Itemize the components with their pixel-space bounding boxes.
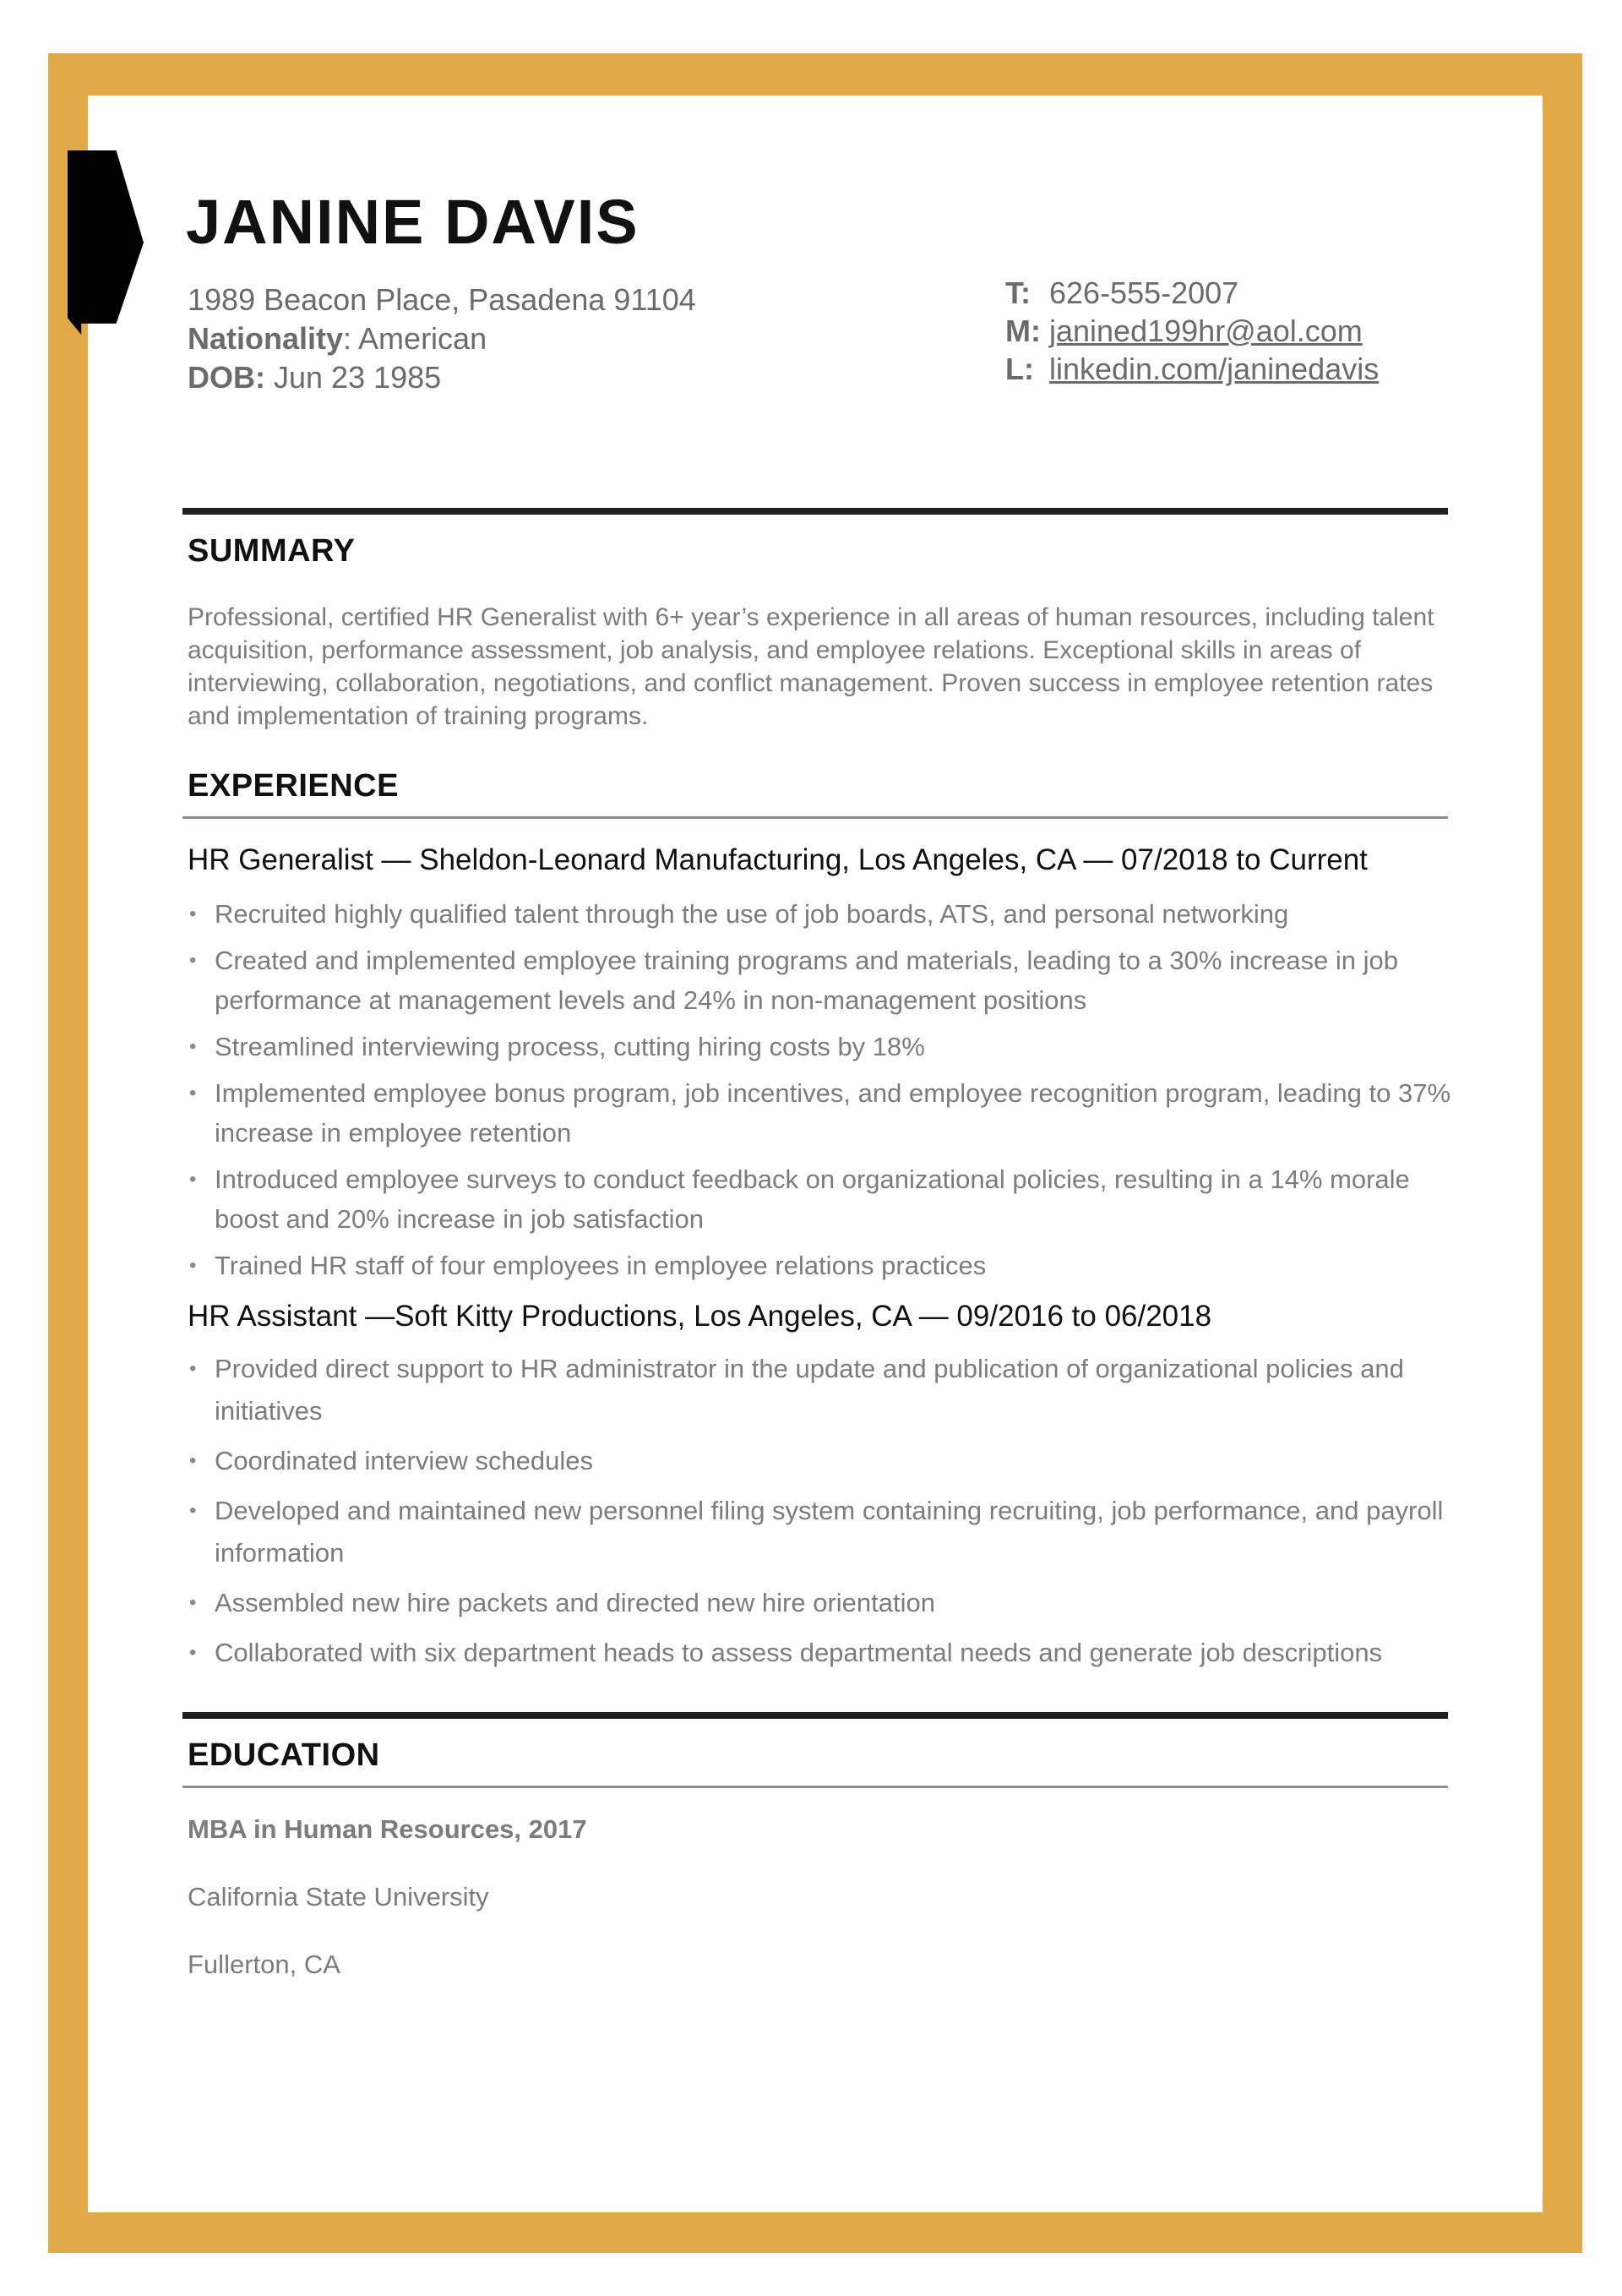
list-item: • Trained HR staff of four employees in employee relations practices (188, 1246, 1455, 1285)
section-divider (182, 508, 1448, 515)
job-heading: HR Assistant —Soft Kitty Productions, Los Angeles, CA — 09/2016 to 06/2018 (188, 1300, 1212, 1333)
phone-label: T: (1005, 275, 1031, 310)
list-item: • Streamlined interviewing process, cutting hiring costs by 18% (188, 1027, 1455, 1066)
email-label: M: (1005, 314, 1041, 348)
nationality (188, 319, 487, 358)
email-link[interactable]: janined199hr@aol.com (1049, 314, 1363, 348)
job-heading: HR Generalist — Sheldon-Leonard Manufacturing, Los Angeles, CA — 07/2018 to Current (188, 843, 1368, 876)
summary-text: Professional, certified HR Generalist with 6+ year’s experience in all areas of human resources, including talent acquisition, performance assessment, job analysis, and employee relations. Exceptional skills in areas of interviewing, collaboration, negotiations, and conflict management. Proven success in employee retention rates and implementation of training programs. (188, 603, 1434, 730)
list-item: • Collaborated with six department heads to assess departmental needs and generate job descriptions (188, 1632, 1455, 1674)
section-divider (182, 1712, 1448, 1719)
email (1005, 312, 1363, 350)
list-item: • Developed and maintained new personnel filing system containing recruiting, job performance, and payroll information (188, 1490, 1455, 1574)
dob-value: Jun 23 1985 (265, 360, 442, 395)
address: 1989 Beacon Place, Pasadena 91104 (188, 282, 696, 317)
summary-heading: SUMMARY (188, 533, 356, 569)
experience-heading: EXPERIENCE (188, 768, 399, 804)
candidate-name: JANINE DAVIS (186, 187, 640, 257)
list-item: • Introduced employee surveys to conduct feedback on organizational policies, resulting in a 14% morale boost and 20% increase in job satisfaction (188, 1159, 1455, 1239)
job-bullets (188, 894, 1455, 1292)
education-location: Fullerton, CA (188, 1950, 340, 1979)
dob-label: DOB: (188, 360, 265, 395)
linkedin-link[interactable]: linkedin.com/janinedavis (1049, 352, 1380, 386)
job-bullets (188, 1348, 1455, 1682)
heading-underline (182, 816, 1448, 819)
education-heading: EDUCATION (188, 1737, 380, 1773)
education-degree: MBA in Human Resources, 2017 (188, 1814, 587, 1844)
phone (1005, 274, 1238, 312)
phone-value: 626-555-2007 (1049, 275, 1239, 310)
list-item: • Assembled new hire packets and directed new hire orientation (188, 1582, 1455, 1624)
education-school: California State University (188, 1882, 489, 1912)
list-item: • Recruited highly qualified talent through the use of job boards, ATS, and personal networking (188, 894, 1455, 934)
linkedin-label: L: (1005, 352, 1034, 386)
date-of-birth (188, 358, 441, 397)
nationality-label: Nationality (188, 321, 344, 356)
linkedin (1005, 350, 1379, 388)
nationality-value: : American (343, 321, 487, 356)
heading-underline (182, 1786, 1448, 1788)
list-item: • Implemented employee bonus program, job incentives, and employee recognition program, leading to 37% increase in employee retention (188, 1073, 1455, 1153)
list-item: • Coordinated interview schedules (188, 1440, 1455, 1482)
list-item: • Created and implemented employee training programs and materials, leading to a 30% increase in job performance at management levels and 24% in non-management positions (188, 941, 1455, 1020)
list-item: • Provided direct support to HR administrator in the update and publication of organizational policies and initiatives (188, 1348, 1455, 1432)
